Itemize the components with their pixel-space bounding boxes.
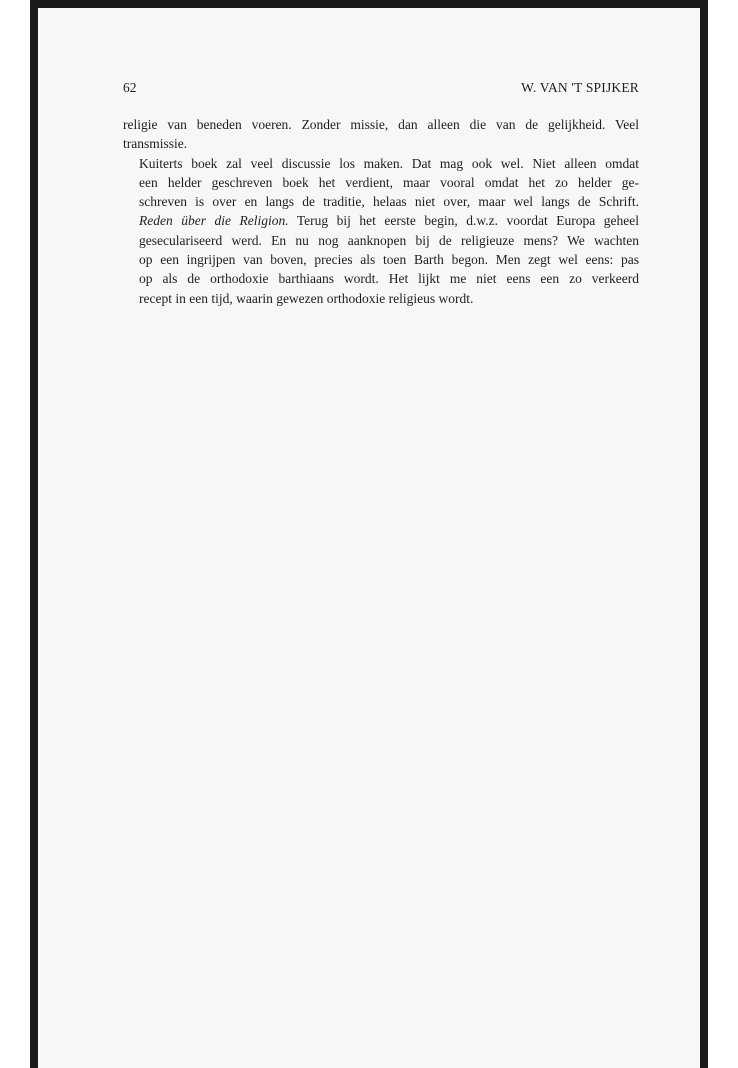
text-line: geseculariseerd werd. En nu nog aanknopen bij de religieuze mens? We wachten	[139, 232, 639, 248]
scan-border-left	[30, 0, 38, 1068]
body-text	[123, 115, 639, 308]
page-number: 62	[123, 80, 137, 95]
text-line: een helder geschreven boek het verdient, maar vooral omdat het zo helder ge-	[139, 174, 639, 190]
scan-border-right	[700, 0, 708, 1068]
paragraph	[123, 154, 639, 308]
text-line: recept in een tijd, waarin gewezen orthodoxie religieus wordt.	[139, 290, 474, 306]
text-line: op als de orthodoxie barthiaans wordt. Het lijkt me niet eens een zo verkeerd	[139, 271, 639, 287]
running-title: W. VAN 'T SPIJKER	[521, 80, 639, 95]
paragraph	[123, 115, 639, 154]
book-title-italic: Reden über die Religion.	[139, 213, 289, 229]
text-line: transmissie.	[123, 136, 188, 152]
text-line: op een ingrijpen van boven, precies als toen Barth begon. Men zegt wel eens: pas	[139, 252, 639, 268]
text-line: religie van beneden voeren. Zonder missie, dan alleen die van de gelijkheid. Veel	[123, 117, 639, 132]
running-head	[123, 80, 639, 98]
text-run: Terug bij het eerste begin, d.w.z. voordat Europa geheel	[288, 213, 639, 229]
text-line	[123, 211, 639, 230]
text-line: Kuiterts boek zal veel discussie los maken. Dat mag ook wel. Niet alleen omdat	[139, 155, 639, 171]
scan-border-top	[30, 0, 708, 8]
text-line: schreven is over en langs de traditie, helaas niet over, maar wel langs de Schrift.	[139, 194, 639, 210]
